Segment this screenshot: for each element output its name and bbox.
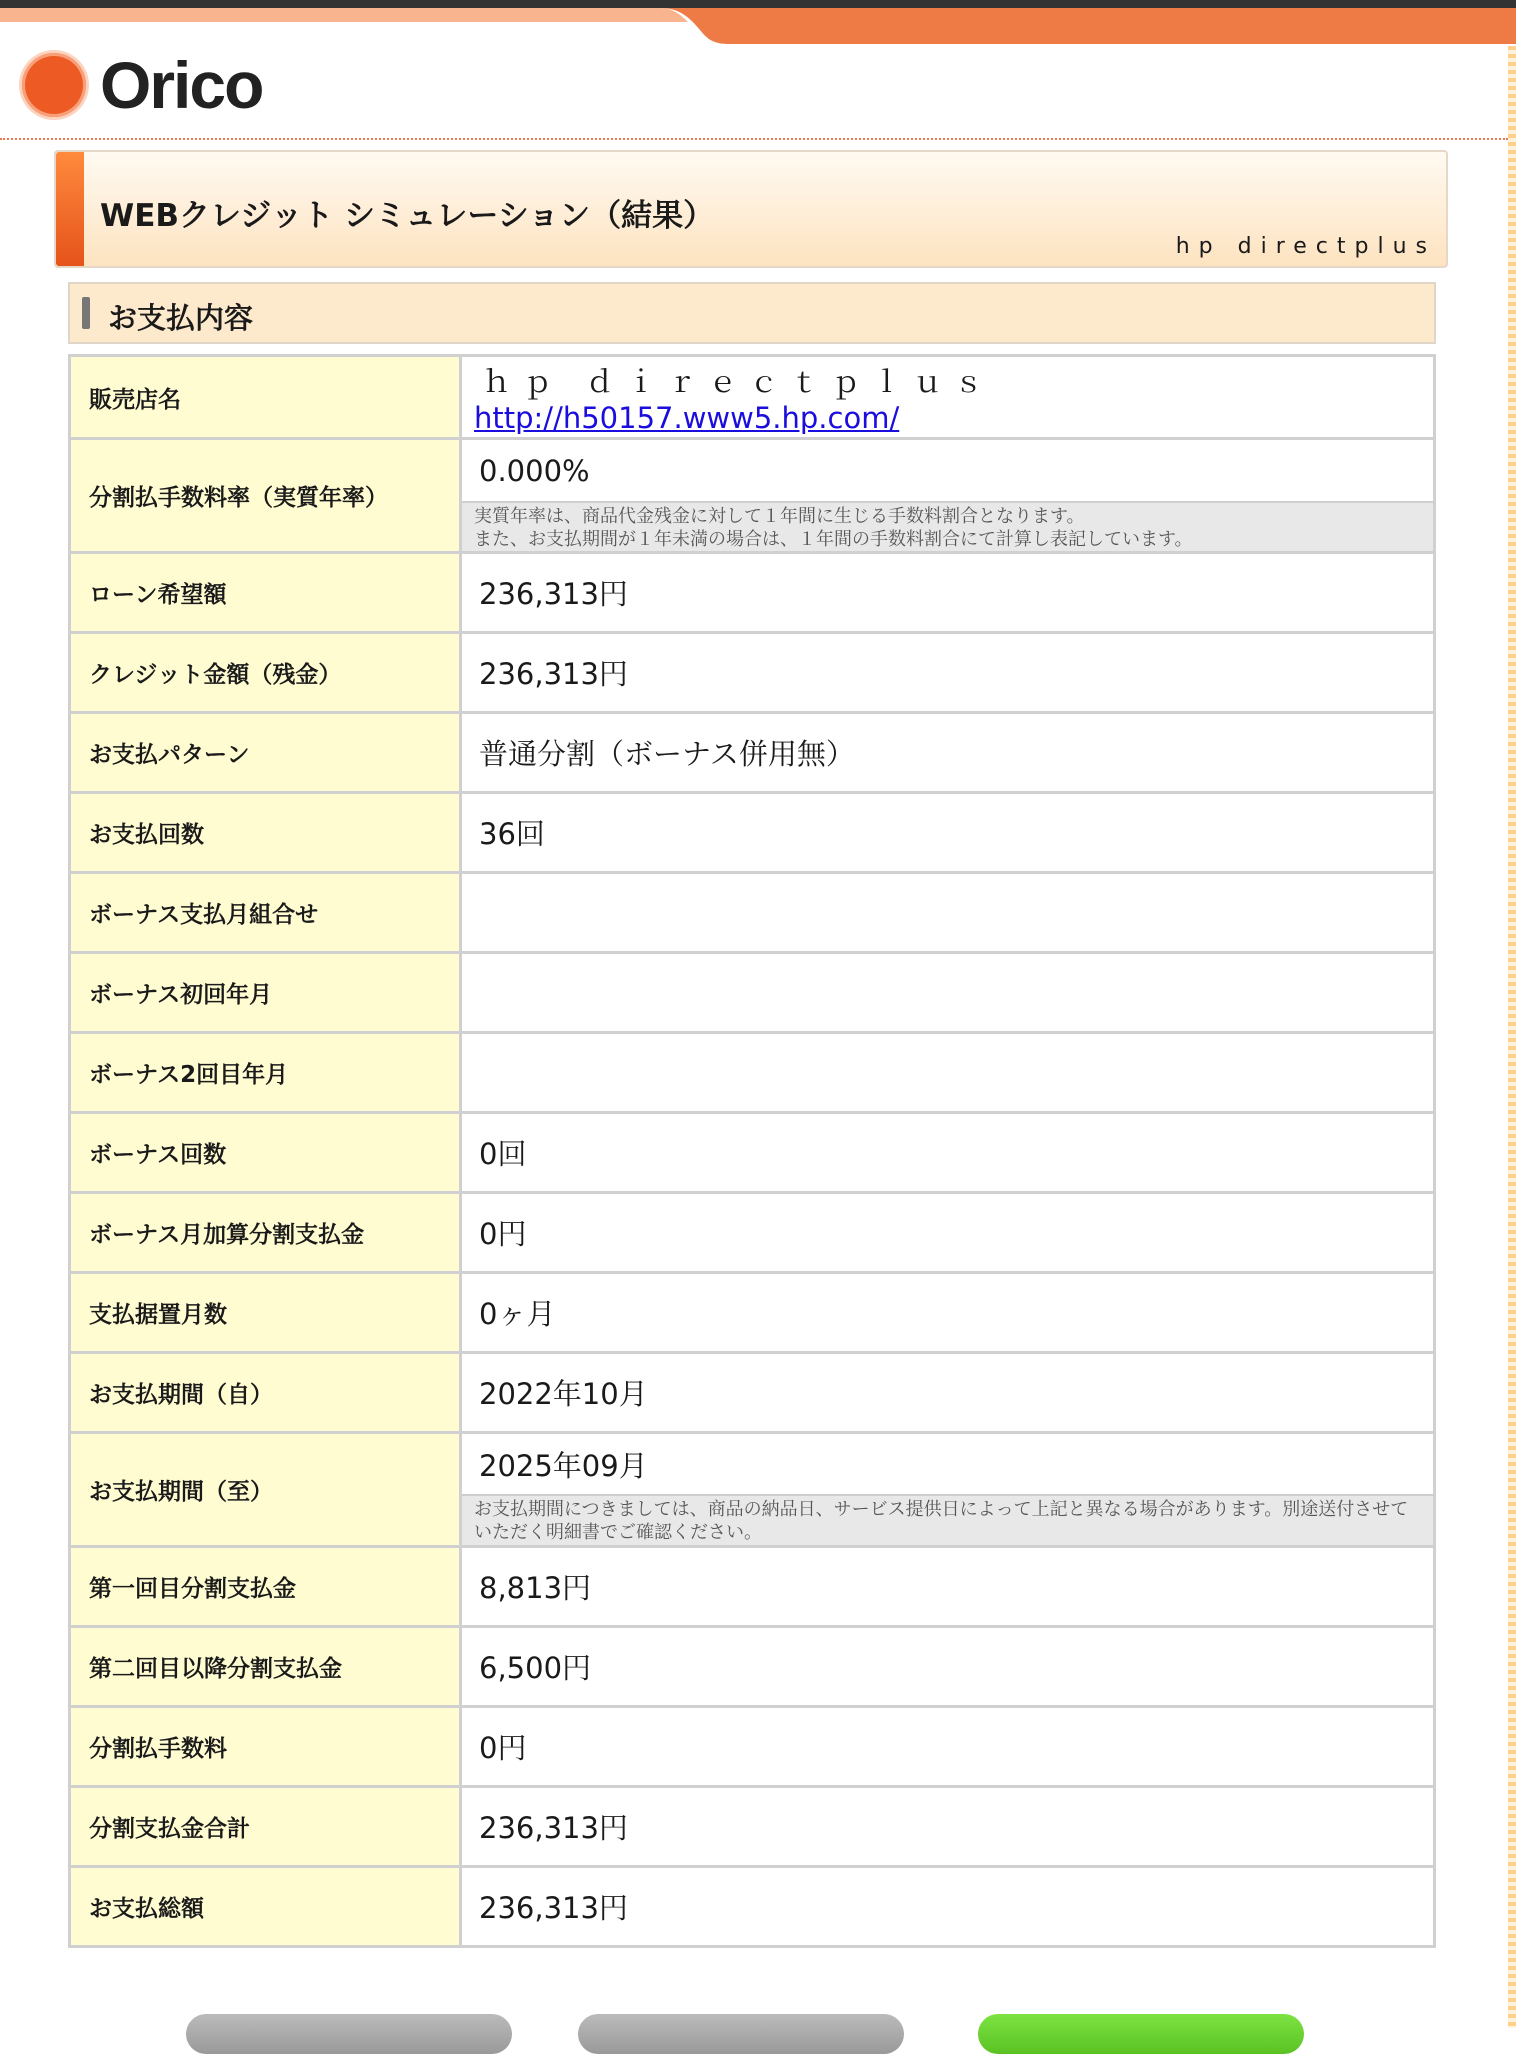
row-label: 分割払手数料 — [71, 1708, 462, 1785]
row-value: 0円 — [479, 1731, 527, 1765]
apply-button[interactable] — [978, 2014, 1304, 2054]
row-value-cell — [462, 1788, 1433, 1865]
row-label: お支払期間（至） — [71, 1434, 462, 1545]
back-button[interactable] — [186, 2014, 512, 2054]
store-name: ｈｐ ｄｉｒｅｃｔｐｌｕｓ — [482, 364, 996, 399]
row-label: 支払据置月数 — [71, 1274, 462, 1351]
table-row — [71, 554, 1433, 634]
rate-value: 0.000% — [479, 453, 590, 488]
shop-name-tag: hp directplus — [1175, 234, 1436, 259]
table-row — [71, 1274, 1433, 1354]
row-label: ボーナス月加算分割支払金 — [71, 1194, 462, 1271]
logo-text: Orico — [100, 48, 263, 122]
payment-details-table — [68, 354, 1436, 1948]
row-value: 236,313円 — [479, 1811, 628, 1845]
row-label: 第一回目分割支払金 — [71, 1548, 462, 1625]
row-label: クレジット金額（残金） — [71, 634, 462, 711]
row-label: お支払パターン — [71, 714, 462, 791]
row-value-cell — [462, 1194, 1433, 1271]
row-value: 2022年10月 — [479, 1377, 648, 1411]
row-label: お支払総額 — [71, 1868, 462, 1945]
row-label: ボーナス回数 — [71, 1114, 462, 1191]
row-label: 分割支払金合計 — [71, 1788, 462, 1865]
row-value: 0ヶ月 — [479, 1297, 556, 1331]
row-label: 販売店名 — [71, 357, 462, 437]
row-value: 0回 — [479, 1137, 527, 1171]
row-label: お支払期間（自） — [71, 1354, 462, 1431]
right-decorative-stripe — [1508, 46, 1516, 2028]
row-value-cell — [462, 1628, 1433, 1705]
table-row — [71, 1354, 1433, 1434]
section-marker — [82, 297, 90, 329]
table-row — [71, 1868, 1433, 1945]
row-value: 36回 — [479, 817, 545, 851]
row-value-cell — [462, 554, 1433, 631]
row-label: ローン希望額 — [71, 554, 462, 631]
table-row — [71, 1628, 1433, 1708]
table-row — [71, 714, 1433, 794]
period-end-value: 2025年09月 — [479, 1448, 648, 1483]
table-row — [71, 1788, 1433, 1868]
orico-logo[interactable] — [22, 48, 263, 122]
section-title: お支払内容 — [108, 301, 254, 335]
row-label: ボーナス初回年月 — [71, 954, 462, 1031]
row-label: ボーナス2回目年月 — [71, 1034, 462, 1111]
header-divider — [0, 138, 1508, 140]
row-value-cell — [462, 1434, 1433, 1545]
title-accent-bar — [56, 152, 84, 266]
period-note: お支払期間につきましては、商品の納品日、サービス提供日によって上記と異なる場合があります。別途送付させていただく明細書でご確認ください。 — [462, 1494, 1433, 1545]
row-value-cell — [462, 1548, 1433, 1625]
reset-button[interactable] — [578, 2014, 904, 2054]
row-value-cell — [462, 1354, 1433, 1431]
row-value-cell — [462, 1868, 1433, 1945]
table-row — [71, 874, 1433, 954]
table-row — [71, 1708, 1433, 1788]
row-label: 第二回目以降分割支払金 — [71, 1628, 462, 1705]
row-value-cell — [462, 440, 1433, 551]
table-row — [71, 1194, 1433, 1274]
table-row — [71, 634, 1433, 714]
row-value-cell — [462, 634, 1433, 711]
top-banner — [0, 0, 1516, 46]
row-value-cell — [462, 1274, 1433, 1351]
table-row — [71, 357, 1433, 440]
page-title-box — [54, 150, 1448, 268]
row-value: 236,313円 — [479, 657, 628, 691]
row-label: お支払回数 — [71, 794, 462, 871]
row-value-cell — [462, 1034, 1433, 1111]
row-value: 普通分割（ボーナス併用無） — [479, 737, 855, 771]
row-value-cell — [462, 954, 1433, 1031]
table-row — [71, 440, 1433, 554]
rate-note: 実質年率は、商品代金残金に対して１年間に生じる手数料割合となります。 また、お支払期間が１年未満の場合は、１年間の手数料割合にて計算し表記しています。 — [462, 501, 1433, 551]
row-value: 236,313円 — [479, 1891, 628, 1925]
section-header — [68, 282, 1436, 344]
table-row — [71, 1034, 1433, 1114]
row-label: ボーナス支払月組合せ — [71, 874, 462, 951]
row-value-cell — [462, 1114, 1433, 1191]
table-row — [71, 1434, 1433, 1548]
row-value: 8,813円 — [479, 1571, 592, 1605]
store-url-link[interactable]: http://h50157.www5.hp.com/ — [474, 400, 900, 435]
table-row — [71, 794, 1433, 874]
row-value: 6,500円 — [479, 1651, 592, 1685]
row-value: 236,313円 — [479, 577, 628, 611]
row-label: 分割払手数料率（実質年率） — [71, 440, 462, 551]
table-row — [71, 1114, 1433, 1194]
table-row — [71, 954, 1433, 1034]
table-row — [71, 1548, 1433, 1628]
row-value-cell — [462, 357, 1433, 437]
logo-circle-icon — [22, 53, 86, 117]
row-value: 0円 — [479, 1217, 527, 1251]
page-title: WEBクレジット シミュレーション（結果） — [100, 198, 715, 234]
row-value-cell — [462, 714, 1433, 791]
row-value-cell — [462, 794, 1433, 871]
row-value-cell — [462, 1708, 1433, 1785]
row-value-cell — [462, 874, 1433, 951]
